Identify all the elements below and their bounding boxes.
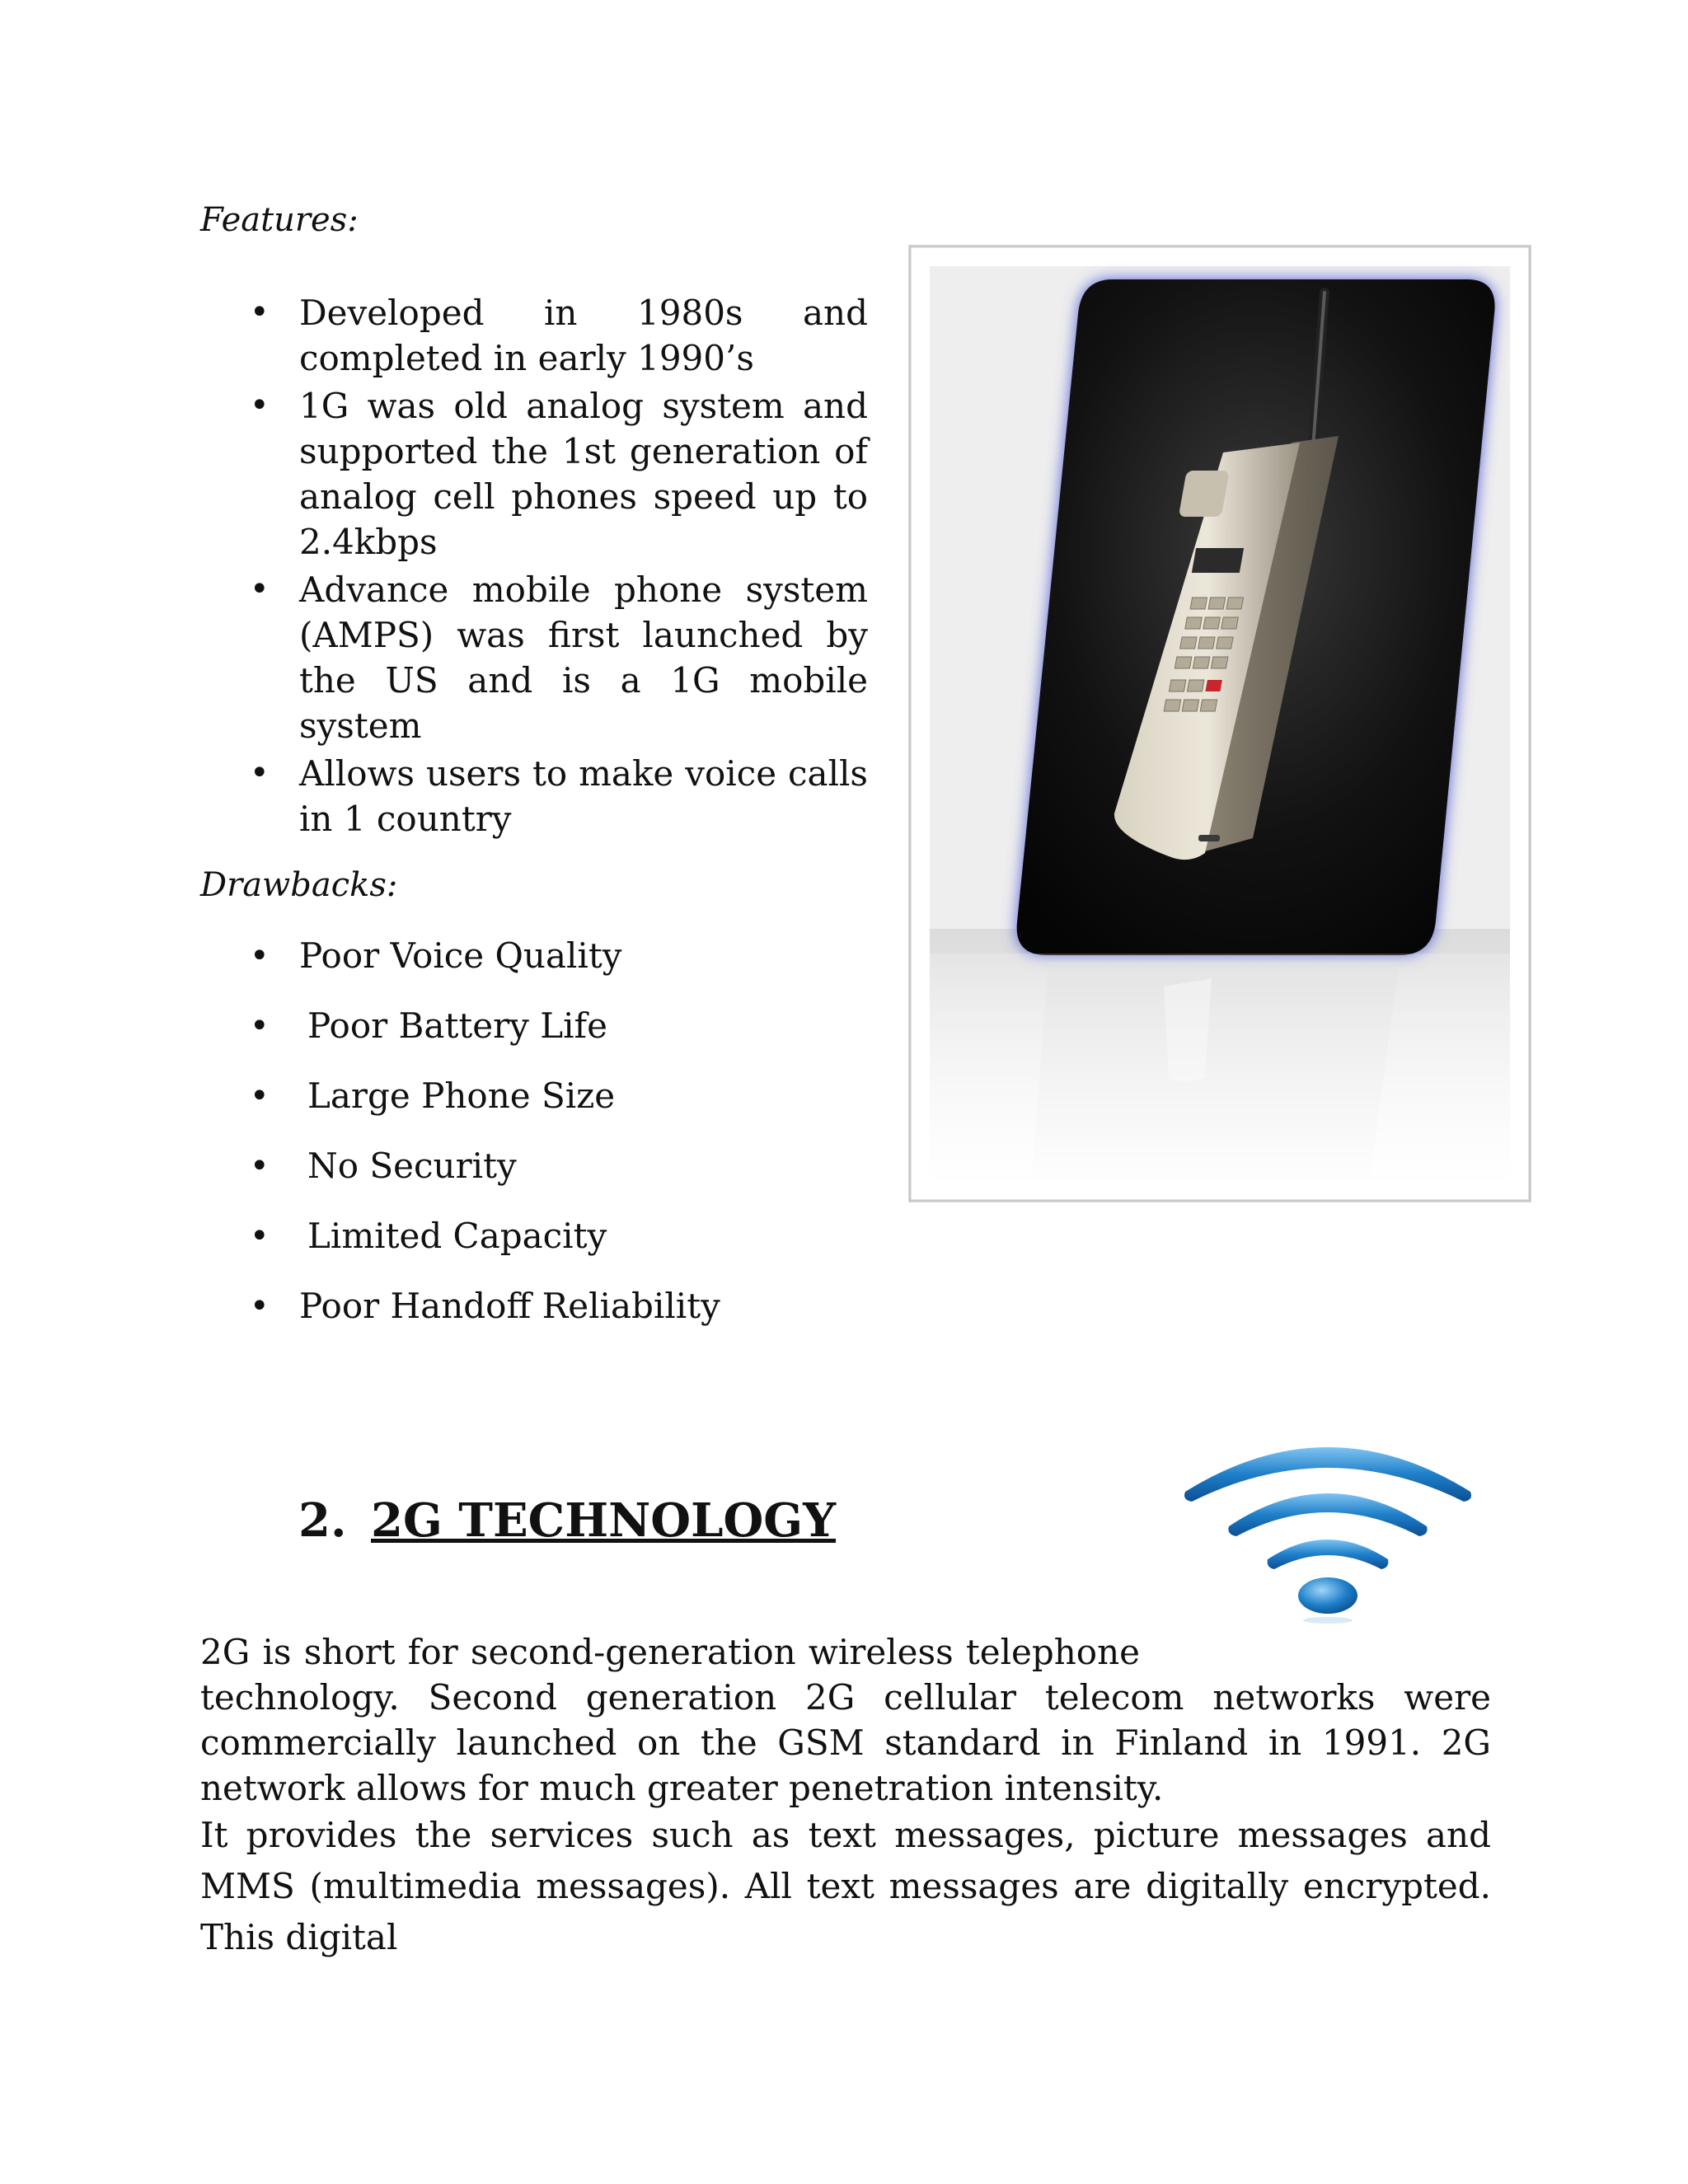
list-item: • Limited Capacity: [200, 1212, 868, 1282]
wifi-image: [1175, 1419, 1480, 1625]
bullet: •: [250, 1287, 270, 1325]
bullet: •: [250, 1217, 270, 1255]
phone-photo-icon: [908, 245, 1531, 1202]
list-item: • 1G was old analog system and supported the 1st generation of analog cell phones speed up to 2.4kbps: [200, 383, 868, 565]
bullet: •: [250, 293, 270, 331]
list-item: • No Security: [200, 1141, 868, 1212]
list-item: • Allows users to make voice calls in 1 country: [200, 751, 868, 841]
bullet: •: [250, 937, 270, 975]
phone-image: [908, 245, 1531, 1202]
section-title: 2G TECHNOLOGY: [371, 1493, 837, 1548]
list-item: • Poor Battery Life: [200, 1001, 868, 1071]
section-number: 2.: [298, 1493, 347, 1548]
paragraph: It provides the services such as text messages, picture messages and MMS (multimedia messages). All text messages are digitally encrypted. This digital: [200, 1815, 1491, 1957]
features-label: Features:: [200, 201, 359, 239]
list-item: • Poor Handoff Reliability: [200, 1282, 868, 1352]
bullet: •: [250, 570, 270, 608]
drawbacks-list: [200, 931, 868, 1352]
drawbacks-label: Drawbacks:: [200, 866, 398, 904]
list-item: • Poor Voice Quality: [200, 931, 868, 1001]
bullet: •: [250, 1147, 270, 1185]
list-item: • Advance mobile phone system (AMPS) was first launched by the US and is a 1G mobile system: [200, 567, 868, 748]
wifi-signal-icon: [1175, 1419, 1480, 1625]
bullet: •: [250, 387, 270, 424]
features-list: [200, 290, 868, 844]
paragraph: technology. Second generation 2G cellular telecom networks were commercially launched on the GSM standard in Finland in 1991. 2G network allows for much greater penetration intensity.: [200, 1677, 1491, 1808]
bullet: •: [250, 754, 270, 792]
section-heading: [298, 1492, 836, 1549]
bullet: •: [250, 1007, 270, 1045]
list-item: • Developed in 1980s and completed in early 1990’s: [200, 290, 868, 381]
intro-line: 2G is short for second-generation wireless telephone: [200, 1632, 1140, 1672]
list-item: • Large Phone Size: [200, 1071, 868, 1141]
bullet: •: [250, 1077, 270, 1115]
